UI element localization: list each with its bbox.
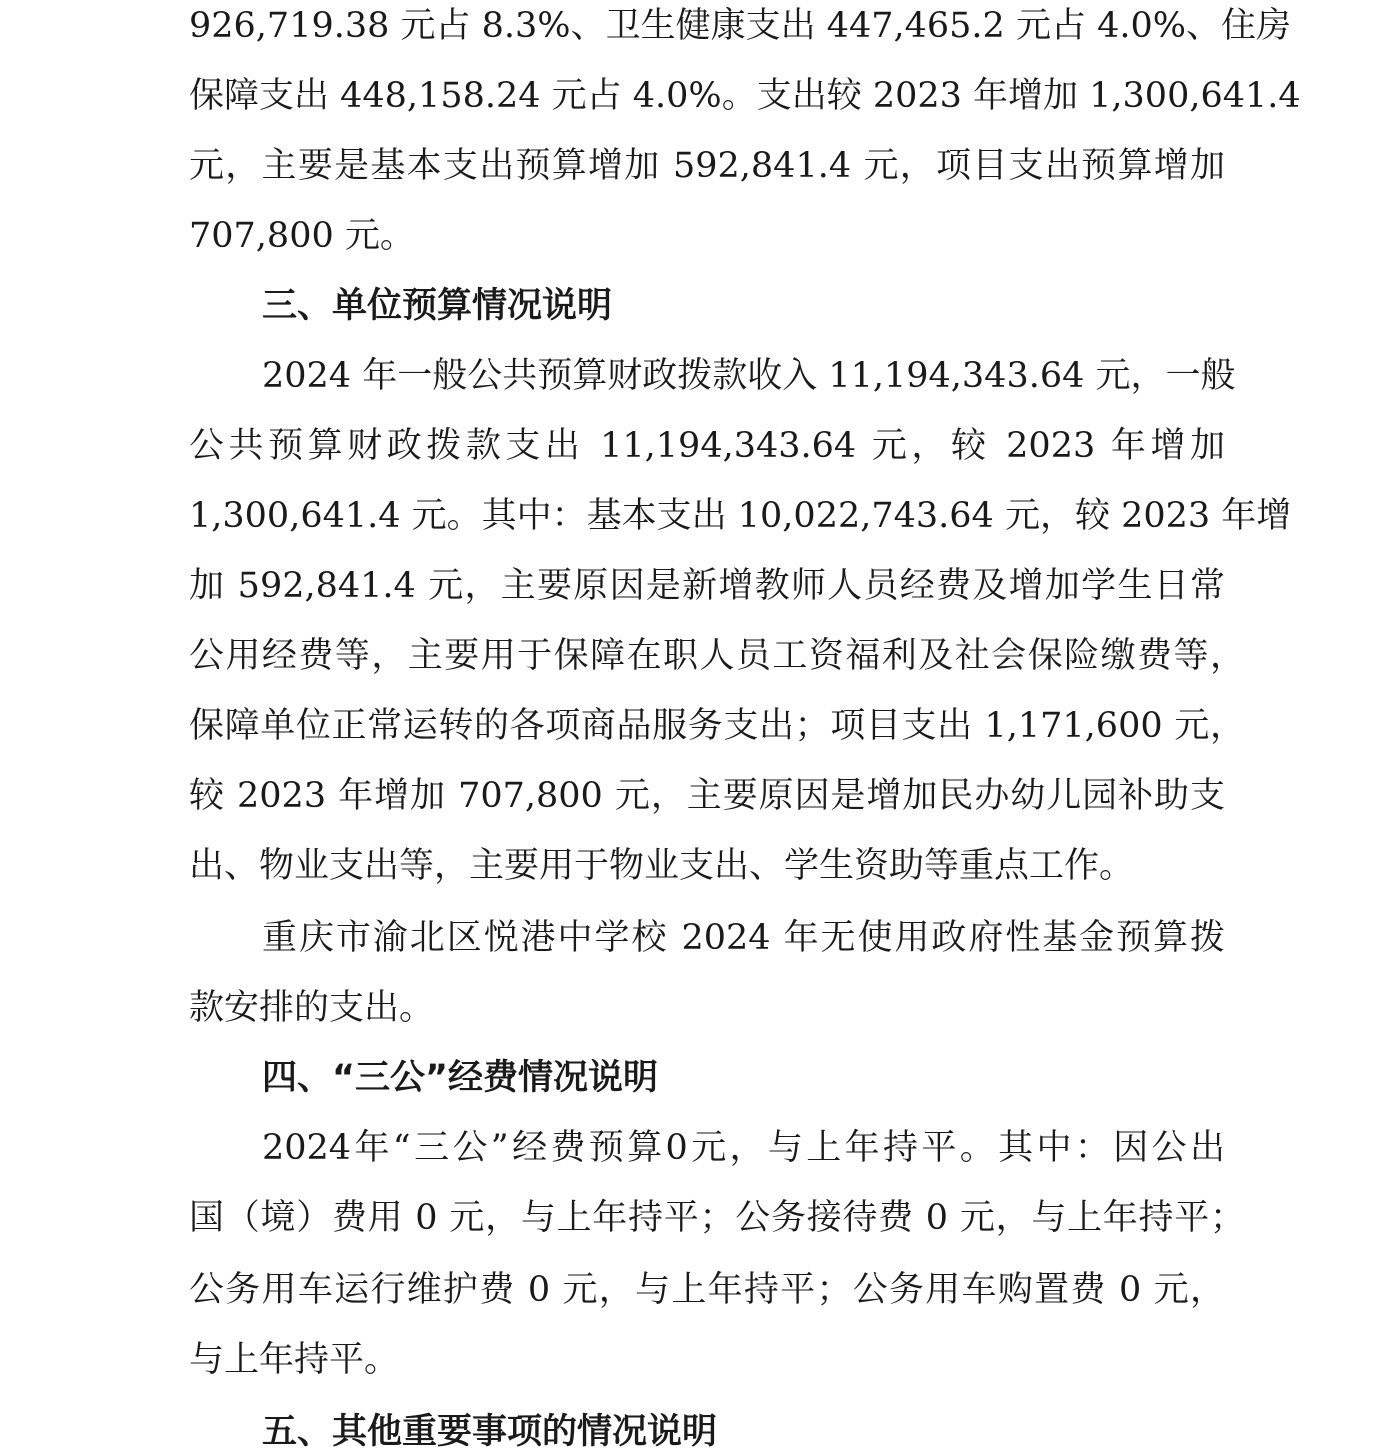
paragraph-line: 较 2023 年增加 707,800 元，主要原因是增加民办幼儿园补助支 <box>189 776 1225 816</box>
paragraph-line: 保障支出 448,158.24 元占 4.0%。支出较 2023 年增加 1,300,641.4 <box>189 76 1301 116</box>
paragraph-line: 加 592,841.4 元，主要原因是新增教师人员经费及增加学生日常 <box>189 566 1225 606</box>
section-heading-unit-budget: 三、单位预算情况说明 <box>262 286 613 326</box>
paragraph-line: 926,719.38 元占 8.3%、卫生健康支出 447,465.2 元占 4.0%、住房 <box>189 6 1291 46</box>
paragraph-line: 707,800 元。 <box>189 216 415 256</box>
paragraph-line: 出、物业支出等，主要用于物业支出、学生资助等重点工作。 <box>189 846 1135 886</box>
paragraph-line: 款安排的支出。 <box>189 988 435 1028</box>
paragraph-line: 保障单位正常运转的各项商品服务支出；项目支出 1,171,600 元， <box>189 706 1245 746</box>
paragraph-line: 1,300,641.4 元。其中：基本支出 10,022,743.64 元，较 2023 年增 <box>189 496 1292 536</box>
paragraph-line: 国（境）费用 0 元，与上年持平；公务接待费 0 元，与上年持平； <box>189 1198 1245 1238</box>
paragraph-line: 公务用车运行维护费 0 元，与上年持平；公务用车购置费 0 元， <box>189 1270 1225 1310</box>
section-heading-other-matters: 五、其他重要事项的情况说明 <box>262 1412 718 1452</box>
paragraph-line: 元，主要是基本支出预算增加 592,841.4 元，项目支出预算增加 <box>189 146 1225 186</box>
paragraph-line: 公用经费等，主要用于保障在职人员工资福利及社会保险缴费等， <box>189 636 1245 676</box>
paragraph-line: 2024 年一般公共预算财政拨款收入 11,194,343.64 元，一般 <box>262 356 1236 396</box>
paragraph-line: 重庆市渝北区悦港中学校 2024 年无使用政府性基金预算拨 <box>262 918 1225 958</box>
paragraph-line: 2024年“三公”经费预算0元，与上年持平。其中：因公出 <box>262 1128 1225 1168</box>
paragraph-line: 与上年持平。 <box>189 1340 400 1380</box>
paragraph-line: 公共预算财政拨款支出 11,194,343.64 元，较 2023 年增加 <box>189 426 1225 466</box>
section-heading-three-public: 四、“三公”经费情况说明 <box>262 1058 659 1098</box>
